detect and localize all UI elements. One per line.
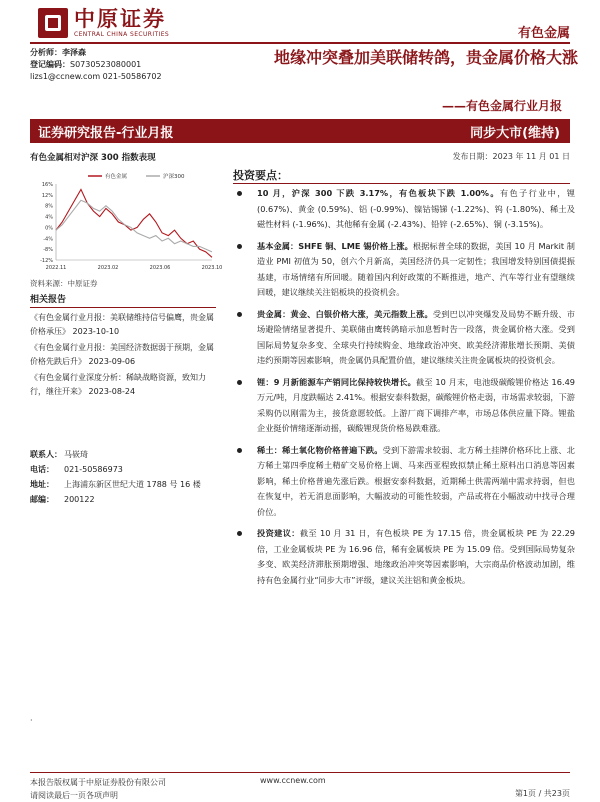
contact-key: 联系人： <box>30 450 62 459</box>
analyst-info: 分析师：李泽森 登记编码：S0730523080001 lizs1@ccnew.com 021-50586702 <box>30 48 162 81</box>
highlight-lead: 10 月，沪深 300 下跌 3.17%，有色板块下跌 1.00%。 <box>257 188 500 198</box>
y-tick-label: 8% <box>45 203 53 210</box>
series-line <box>56 200 212 252</box>
footer-left <box>30 776 166 802</box>
related-report-date: 2023-08-24 <box>88 387 136 396</box>
footer-website[interactable]: www.ccnew.com <box>260 776 326 785</box>
highlight-text: 截至 10 月末，电池级碳酸锂价格达 16.49 万元/吨，月度跌幅达 2.41%。根据安泰科数据，碳酸锂价格走弱，市场需求较弱，下游采购仍以刚需为主，接货意愿较低。上游厂商下调排产率，市场总体供应量下降。锂盐企业挺价情绪逐渐动摇，碳酸锂现货价格易跌难涨。 <box>257 376 575 433</box>
y-tick-label: 16% <box>41 182 53 188</box>
highlight-item <box>233 443 575 521</box>
rating: 同步大市(维持) <box>470 126 560 141</box>
contact-value: 马嵚琦 <box>64 450 88 459</box>
related-report-item[interactable] <box>30 341 216 369</box>
logo-english: CENTRAL CHINA SECURITIES <box>74 31 170 38</box>
contact-row <box>30 447 216 462</box>
related-report-date: 2023-09-06 <box>88 357 136 366</box>
highlights-divider <box>233 183 570 184</box>
x-tick-label: 2023.06 <box>149 265 171 271</box>
contact-row <box>30 477 216 492</box>
x-tick-label: 2022.11 <box>45 265 67 271</box>
contact-key: 邮编： <box>30 495 54 504</box>
contact-value: 200122 <box>64 495 95 504</box>
highlight-item <box>233 375 575 437</box>
highlight-lead: 锂：9 月新能源车产销同比保持较快增长。 <box>257 376 416 387</box>
contact-value: 上海浦东新区世纪大道 1788 号 16 楼 <box>64 480 201 489</box>
y-tick-label: 4% <box>45 214 53 221</box>
contact-value: 021-50586973 <box>64 465 123 474</box>
related-header: 相关报告 <box>30 292 216 308</box>
contact-key: 电话： <box>30 465 54 474</box>
logo-name: 中原证券 <box>74 7 166 31</box>
company-logo-icon <box>38 8 68 38</box>
y-tick-label: 0% <box>45 225 53 232</box>
related-report-item[interactable] <box>30 311 216 339</box>
legend-label: 沪深300 <box>163 174 185 180</box>
highlight-text: 受到下游需求较弱、北方稀土挂牌价格环比上涨、北方稀土第四季度稀土精矿交易价格上调、马来西亚程致拟禁止稀土原料出口消息等因素影响，稀土价格普遍先涨后跌。根据安泰科数据，近期稀土供需两端中需求持弱，但也在恢复中，若无消息面影响，大幅波动的可能性较弱，产品或将在小幅波动中找寻合理价位。 <box>257 444 575 517</box>
footer-copyright: 本报告版权属于中原证券股份有限公司 <box>30 778 166 787</box>
highlight-item <box>233 239 575 301</box>
highlight-item <box>233 526 575 588</box>
top-divider <box>30 42 570 44</box>
contact-row <box>30 492 216 507</box>
contact-info <box>30 447 216 507</box>
report-subtitle: ——有色金属行业月报 <box>441 99 562 113</box>
related-report-title: 《有色金属行业月报：美联储维持信号偏鹰，贵金属价格承压》 <box>30 313 214 336</box>
stray-mark: · <box>30 716 33 725</box>
series-line <box>56 189 212 257</box>
highlights-header: 投资要点： <box>233 169 288 182</box>
highlights-list <box>233 186 575 594</box>
highlight-item <box>233 307 575 369</box>
chart-source: 资料来源：中原证券 <box>30 279 98 288</box>
chart-title: 有色金属相对沪深 300 指数表现 <box>30 153 156 163</box>
page-number: 第1页 / 共23页 <box>514 789 570 798</box>
x-tick-label: 2023.02 <box>97 265 119 271</box>
contact-key: 地址： <box>30 480 54 489</box>
sector-tag: 有色金属 <box>517 26 570 41</box>
related-report-item[interactable] <box>30 371 216 399</box>
report-title: 地缘冲突叠加美联储转鸽，贵金属价格大涨 <box>273 48 578 67</box>
highlight-lead: 投资建议： <box>257 528 300 538</box>
y-tick-label: -4% <box>43 236 53 243</box>
report-type: 证券研究报告-行业月报 <box>38 126 174 141</box>
highlight-text: 有色子行业中，锂 (0.67%)、黄金 (0.59%)、铝 (-0.99%)、镍钴锡锑 (-1.22%)、钨 (-1.80%)、稀土及磁性材料 (-1.96%)、其他稀有金属 (-2.43%)、铅锌 (-2.65%)、铜 (-3.15%)。 <box>257 188 575 229</box>
contact-row <box>30 462 216 477</box>
highlight-text: 受到巴以冲突爆发及局势不断升级、市场避险情绪显著提升、美联储由鹰转鸽暗示加息暂时告一段落，贵金属价格大涨。受到国际局势复杂多变、全球央行持续购金、地缘政治冲突、欧美经济滞胀增长预期、美债违约预期等因素影响，贵金属仍具配置价值，建议继续关注贵金属板块的投资机会。 <box>257 308 575 365</box>
highlight-lead: 基本金属：SHFE 铜、LME 锡价格上涨。 <box>257 240 413 251</box>
release-date: 发布日期：2023 年 11 月 01 日 <box>452 152 570 161</box>
related-report-title: 《有色金属行业月报：美国经济数据弱于预期，金属价格先跌后升》 <box>30 343 214 366</box>
related-reports <box>30 292 216 401</box>
highlight-lead: 贵金属：黄金、白银价格大涨，美元指数上涨。 <box>257 308 433 319</box>
y-tick-label: -8% <box>43 247 53 254</box>
footer-divider <box>30 772 570 773</box>
highlight-text: 截至 10 月 31 日，有色板块 PE 为 17.15 倍，贵金属板块 PE 为 22.29 倍，工业金属板块 PE 为 16.96 倍，稀有金属板块 PE 为 15.09 倍。受到国际局势复杂多变、欧美经济滞胀预期增强、地缘政治冲突等因素影响，大宗商品价格波动加剧，维持有色金属行业“同步大市”评级，建议关注铝和黄金板块。 <box>257 528 575 585</box>
highlight-text: 根据标普全球的数据，美国 10 月 Markit 制造业 PMI 初值为 50，创六个月新高，美国经济仍具一定韧性；我国增发特别国债提振基建，市场情绪有所回暖。随着国内利好政策的不断推进，地产、汽车等行业有望继续回暖，建议继续关注铝板块的投资机会。 <box>257 240 575 297</box>
performance-chart <box>30 168 223 276</box>
highlight-item <box>233 186 575 233</box>
related-report-title: 《有色金属行业深度分析：稀缺战略资源，致知力行，继往开来》 <box>30 373 206 396</box>
highlight-lead: 稀土：稀土氧化物价格普遍下跌。 <box>257 444 383 455</box>
x-tick-label: 2023.10 <box>201 265 223 271</box>
y-tick-label: -12% <box>40 258 53 264</box>
legend-label: 有色金属 <box>105 174 128 180</box>
y-tick-label: 12% <box>41 192 53 199</box>
related-report-date: 2023-10-10 <box>72 327 120 336</box>
footer-disclaimer[interactable]: 请阅读最后一页各项声明 <box>30 791 118 800</box>
